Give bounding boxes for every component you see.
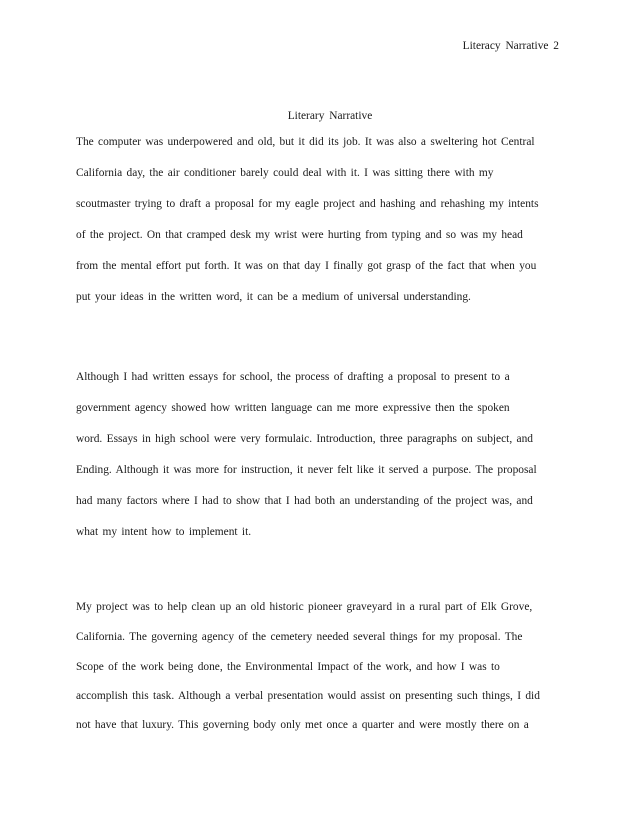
text-line: scoutmaster trying to draft a proposal for my eagle project and hashing and rehashing my intents [76, 198, 539, 210]
text-line: California day, the air conditioner barely could deal with it. I was sitting there with my [76, 167, 494, 179]
text-line: word. Essays in high school were very formulaic. Introduction, three paragraphs on subject, and [76, 433, 533, 445]
text-line: had many factors where I had to show that I had both an understanding of the project was, and [76, 495, 533, 507]
text-line: government agency showed how written language can me more expressive then the spoken [76, 402, 510, 414]
text-line: Scope of the work being done, the Environmental Impact of the work, and how I was to [76, 661, 500, 673]
text-line: The computer was underpowered and old, but it did its job. It was also a sweltering hot Central [76, 136, 535, 148]
text-line: California. The governing agency of the cemetery needed several things for my proposal. The [76, 631, 523, 643]
text-line: accomplish this task. Although a verbal presentation would assist on presenting such things, I did [76, 690, 540, 702]
text-line: My project was to help clean up an old historic pioneer graveyard in a rural part of Elk Grove, [76, 601, 533, 613]
text-line: what my intent how to implement it. [76, 526, 252, 538]
text-line: put your ideas in the written word, it can be a medium of universal understanding. [76, 291, 471, 303]
running-head: Literacy Narrative 2 [462, 40, 559, 52]
text-line: from the mental effort put forth. It was on that day I finally got grasp of the fact that when you [76, 260, 537, 272]
text-line: of the project. On that cramped desk my wrist were hurting from typing and so was my head [76, 229, 523, 241]
text-line: not have that luxury. This governing body only met once a quarter and were mostly there on a [76, 719, 529, 731]
text-line: Although I had written essays for school, the process of drafting a proposal to present to a [76, 371, 510, 383]
document-title: Literary Narrative [287, 110, 373, 122]
text-line: Ending. Although it was more for instruction, it never felt like it served a purpose. The proposal [76, 464, 537, 476]
